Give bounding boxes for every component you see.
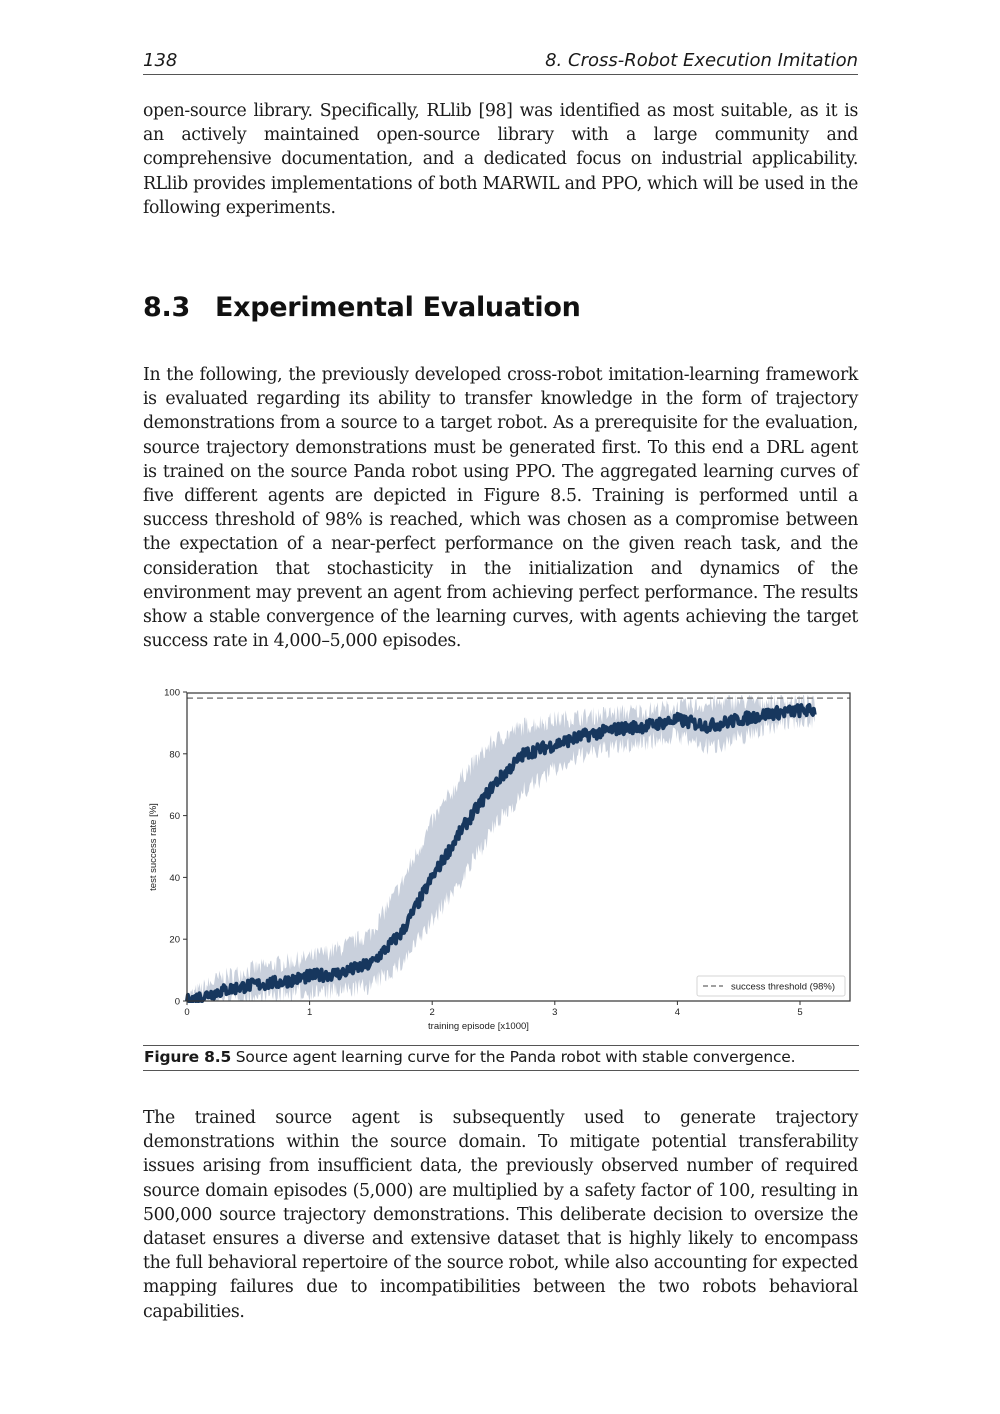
x-tick-label: 3 — [552, 1007, 558, 1018]
x-tick-label: 2 — [429, 1007, 435, 1018]
x-tick-label: 1 — [306, 1007, 313, 1018]
x-tick-label: 4 — [674, 1007, 681, 1018]
figure-label: Figure 8.5 — [144, 1048, 232, 1066]
learning-curve-chart — [143, 684, 858, 1034]
figure-caption — [143, 1045, 859, 1071]
figure-caption-text: Source agent learning curve for the Panda robot with stable convergence. — [235, 1048, 796, 1066]
chapter-title: 8. Cross-Robot Execution Imitation — [545, 50, 858, 71]
learning-curve-figure — [143, 684, 858, 1034]
x-tick-label: 0 — [184, 1007, 190, 1018]
section-title: Experimental Evaluation — [215, 292, 581, 323]
y-axis-label: test success rate [%] — [148, 803, 159, 891]
paragraph-intro: open-source library. Specifically, RLlib [98] was identified as most suitable, as it is an actively maintained open-source library with a large community and comprehensive documentation, and a dedicated focus on industrial applicability. RLlib provides implementations of both MARWIL and PPO, which will be used in the following experiments. — [143, 101, 858, 218]
y-tick-label: 40 — [169, 872, 180, 884]
y-tick-label: 20 — [169, 934, 180, 946]
confidence-band — [187, 695, 815, 1007]
x-tick-label: 5 — [797, 1007, 803, 1018]
y-tick-label: 0 — [174, 996, 180, 1008]
running-header — [143, 50, 858, 75]
paragraph-demonstrations: The trained source agent is subsequently used to generate trajectory demonstrations within the source domain. To mitigate potential transferability issues arising from insufficient data, the previously observed number of required source domain episodes (5,000) are multiplied by a safety factor of 100, resulting in 500,000 source trajectory demonstrations. This deliberate decision to oversize the dataset ensures a diverse and extensive dataset that is highly likely to encompass the full behavioral repertoire of the source robot, while also accounting for expected mapping failures due to incompatibilities between the two robots behavioral capabilities. — [143, 1108, 858, 1322]
page-number: 138 — [143, 50, 178, 71]
x-axis-label: training episode [x1000] — [428, 1021, 529, 1032]
section-number: 8.3 — [143, 292, 190, 323]
y-tick-label: 60 — [169, 811, 180, 823]
section-heading — [143, 292, 858, 323]
y-tick-label: 80 — [169, 749, 180, 761]
legend-entry: success threshold (98%) — [731, 981, 836, 993]
y-tick-label: 100 — [164, 687, 180, 699]
paragraph-evaluation: In the following, the previously developed cross-robot imitation-learning framework is evaluated regarding its ability to transfer knowledge in the form of trajectory demonstrations from a source to a target robot. As a prerequisite for the evaluation, source trajectory demonstrations must be generated first. To this end a DRL agent is trained on the source Panda robot using PPO. The aggregated learning curves of five different agents are depicted in Figure 8.5. Training is performed until a success threshold of 98% is reached, which was chosen as a compromise between the expectation of a near-perfect performance on the given reach task, and the consideration that stochasticity in the initialization and dynamics of the environment may prevent an agent from achieving perfect performance. The results show a stable convergence of the learning curves, with agents achieving the target success rate in 4,000–5,000 episodes. — [143, 365, 858, 652]
